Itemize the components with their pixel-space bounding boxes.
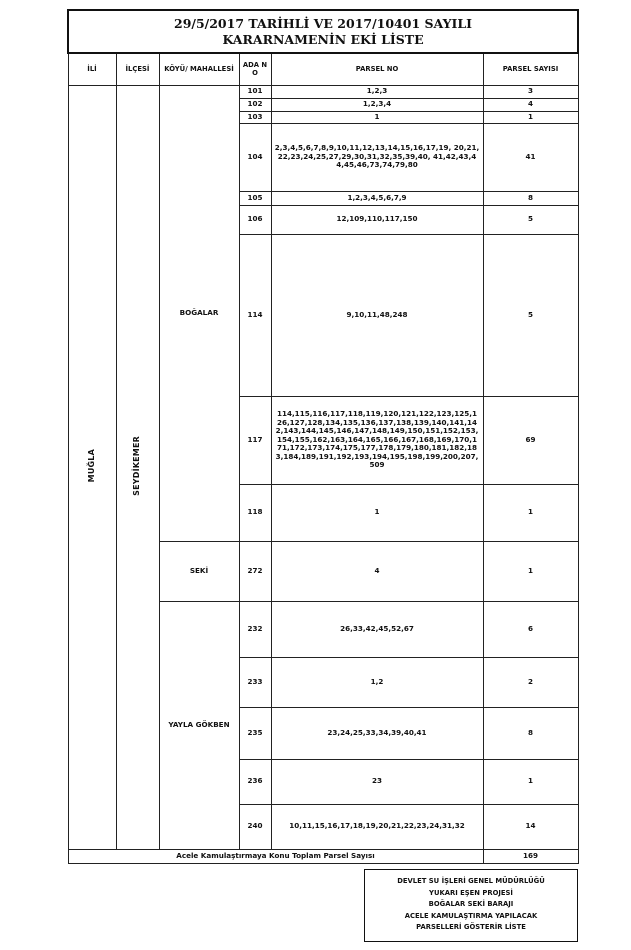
parsel-no: 114,115,116,117,118,119,120,121,122,123,125,126,127,128,134,135,136,137,138,139,140,141,142,143,144,145,146,147,148,149,150,151,152,153,154,155,162,163,164,165,166,167,168,169,170,171,172,173,174,175,177,178,179,180,181,182,183,184,189,191,192,193,194,195,198,199,200,207,509: [271, 396, 483, 484]
parsel-no: 26,33,42,45,52,67: [271, 601, 483, 657]
parsel-no: 1,2: [271, 657, 483, 707]
title-line-2: KARARNAMENİN EKİ LİSTE: [222, 31, 424, 47]
village-yayla-gokben: YAYLA GÖKBEN: [159, 601, 239, 849]
il-cell: [68, 85, 116, 849]
parsel-sayisi: 8: [483, 191, 578, 205]
header-row: [68, 53, 578, 85]
header-il: İLİ: [68, 53, 116, 85]
ada-no: 232: [239, 601, 271, 657]
il-value: MUĞLA: [86, 449, 96, 483]
parsel-no: 1: [271, 484, 483, 541]
parsel-no: 1,2,3,4,5,6,7,9: [271, 191, 483, 205]
ada-no: 103: [239, 111, 271, 123]
parsel-no: 23,24,25,33,34,39,40,41: [271, 707, 483, 759]
ada-no: 114: [239, 234, 271, 396]
ada-no: 118: [239, 484, 271, 541]
document-title: [68, 10, 578, 53]
table-row: [68, 85, 578, 98]
parsel-sayisi: 1: [483, 759, 578, 804]
parsel-sayisi: 41: [483, 123, 578, 191]
ada-no: 105: [239, 191, 271, 205]
header-parsel: PARSEL NO: [271, 53, 483, 85]
total-value: 169: [483, 849, 578, 863]
header-ada: ADA NO: [239, 53, 271, 85]
ada-no: 106: [239, 205, 271, 234]
ada-no: 102: [239, 98, 271, 111]
parcel-list-table: [67, 9, 579, 864]
parsel-sayisi: 5: [483, 205, 578, 234]
parsel-no: 4: [271, 541, 483, 601]
parsel-no: 1,2,3,4: [271, 98, 483, 111]
stamp-line-2: YUKARI EŞEN PROJESİ: [429, 888, 513, 897]
institution-stamp: [364, 869, 578, 942]
ada-no: 240: [239, 804, 271, 849]
total-label: Acele Kamulaştırmaya Konu Toplam Parsel Sayısı: [68, 849, 483, 863]
parsel-sayisi: 69: [483, 396, 578, 484]
parsel-sayisi: 1: [483, 541, 578, 601]
stamp-line-1: DEVLET SU İŞLERİ GENEL MÜDÜRLÜĞÜ: [397, 877, 545, 885]
parsel-no: 2,3,4,5,6,7,8,9,10,11,12,13,14,15,16,17,19, 20,21,22,23,24,25,27,29,30,31,32,35,39,40, 41,42,43,44,45,46,73,74,79,80: [271, 123, 483, 191]
parsel-no: 12,109,110,117,150: [271, 205, 483, 234]
title-line-1: 29/5/2017 TARİHLİ VE 2017/10401 SAYILI: [174, 15, 473, 31]
ada-no: 104: [239, 123, 271, 191]
parsel-sayisi: 4: [483, 98, 578, 111]
ilce-cell: [116, 85, 159, 849]
total-row: [68, 849, 578, 863]
parsel-sayisi: 2: [483, 657, 578, 707]
stamp-line-4: ACELE KAMULAŞTIRMA YAPILACAK: [404, 911, 538, 920]
village-bogalar: BOĞALAR: [159, 85, 239, 541]
ada-no: 272: [239, 541, 271, 601]
village-seki: SEKİ: [159, 541, 239, 601]
header-sayi: PARSEL SAYISI: [483, 53, 578, 85]
ada-no: 233: [239, 657, 271, 707]
parsel-sayisi: 3: [483, 85, 578, 98]
parsel-no: 1,2,3: [271, 85, 483, 98]
ilce-value: SEYDİKEMER: [132, 435, 142, 496]
parsel-sayisi: 1: [483, 111, 578, 123]
stamp-line-3: BOĞALAR SEKİ BARAJI: [428, 900, 514, 908]
header-ilce: İLÇESİ: [116, 53, 159, 85]
parsel-sayisi: 5: [483, 234, 578, 396]
parsel-no: 1: [271, 111, 483, 123]
parsel-sayisi: 6: [483, 601, 578, 657]
parsel-no: 10,11,15,16,17,18,19,20,21,22,23,24,31,32: [271, 804, 483, 849]
parsel-sayisi: 8: [483, 707, 578, 759]
ada-no: 117: [239, 396, 271, 484]
parsel-sayisi: 1: [483, 484, 578, 541]
parsel-sayisi: 14: [483, 804, 578, 849]
parsel-no: 23: [271, 759, 483, 804]
ada-no: 235: [239, 707, 271, 759]
header-koy: KÖYÜ/ MAHALLESİ: [159, 53, 239, 85]
ada-no: 236: [239, 759, 271, 804]
stamp-line-5: PARSELLERİ GÖSTERİR LİSTE: [416, 923, 526, 931]
ada-no: 101: [239, 85, 271, 98]
parsel-no: 9,10,11,48,248: [271, 234, 483, 396]
